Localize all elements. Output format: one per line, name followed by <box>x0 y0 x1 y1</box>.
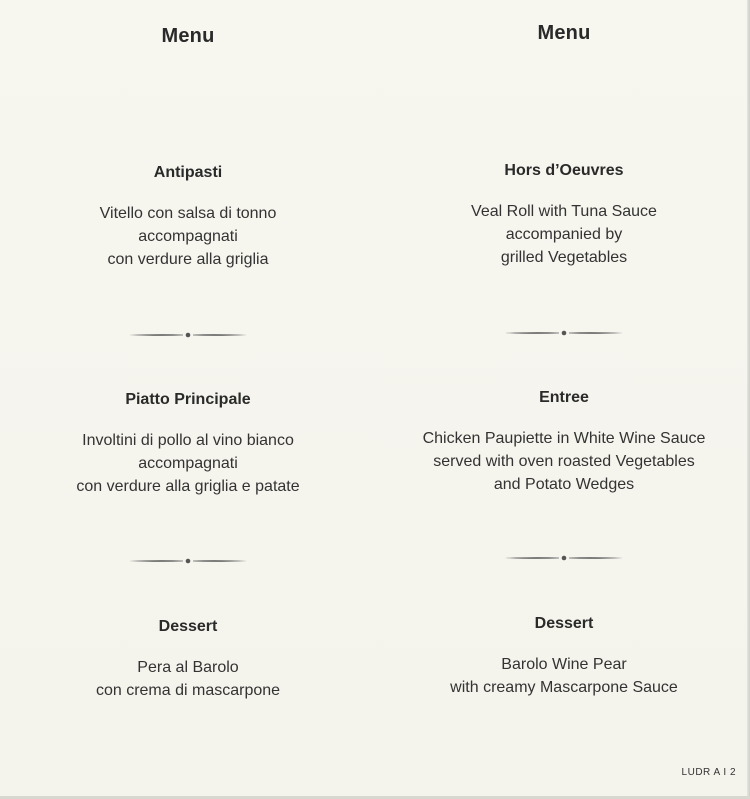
section-piatto-principale <box>8 391 368 498</box>
english-menu-column <box>384 0 744 780</box>
menu-title-italian: Menu <box>161 25 215 47</box>
section-entree <box>384 389 744 496</box>
section-heading: Dessert <box>534 615 594 632</box>
section-dessert-english <box>384 615 744 699</box>
section-heading: Piatto Principale <box>125 391 251 408</box>
dish-line: con crema di mascarpone <box>95 682 281 699</box>
section-heading: Dessert <box>158 618 218 635</box>
dish-description <box>8 202 368 271</box>
dish-line: Barolo Wine Pear <box>501 656 627 673</box>
ornament-divider <box>505 554 623 562</box>
dish-line: served with oven roasted Vegetables <box>433 453 695 470</box>
dish-description <box>384 427 744 496</box>
dish-line: Vitello con salsa di tonno <box>99 205 277 222</box>
dish-line: Pera al Barolo <box>137 659 239 676</box>
dish-line: Veal Roll with Tuna Sauce <box>471 203 657 220</box>
dish-line: and Potato Wedges <box>493 476 635 493</box>
dish-description <box>384 653 744 699</box>
dish-line: con verdure alla griglia <box>107 251 269 268</box>
section-heading: Antipasti <box>153 164 223 181</box>
ornament-divider <box>505 329 623 337</box>
dish-line: accompagnati <box>138 228 238 245</box>
menu-title-english: Menu <box>537 22 591 44</box>
dish-description <box>8 429 368 498</box>
section-antipasti <box>8 164 368 271</box>
dish-description <box>384 200 744 269</box>
section-heading: Entree <box>539 389 589 406</box>
ornament-divider <box>129 331 247 339</box>
dish-line: grilled Vegetables <box>500 249 628 266</box>
section-heading: Hors d’Oeuvres <box>504 162 624 179</box>
dish-line: with creamy Mascarpone Sauce <box>450 679 678 696</box>
dish-line: Involtini di pollo al vino bianco <box>82 432 294 449</box>
print-code: LUDR A I 2 <box>681 767 736 778</box>
italian-menu-column <box>8 0 368 780</box>
dish-line: Chicken Paupiette in White Wine Sauce <box>422 430 706 447</box>
dish-line: con verdure alla griglia e patate <box>76 478 300 495</box>
dish-line: accompagnati <box>138 455 238 472</box>
dish-line: accompanied by <box>505 226 623 243</box>
section-dessert <box>8 618 368 702</box>
ornament-divider <box>129 557 247 565</box>
dish-description <box>8 656 368 702</box>
section-hors-doeuvres <box>384 162 744 269</box>
